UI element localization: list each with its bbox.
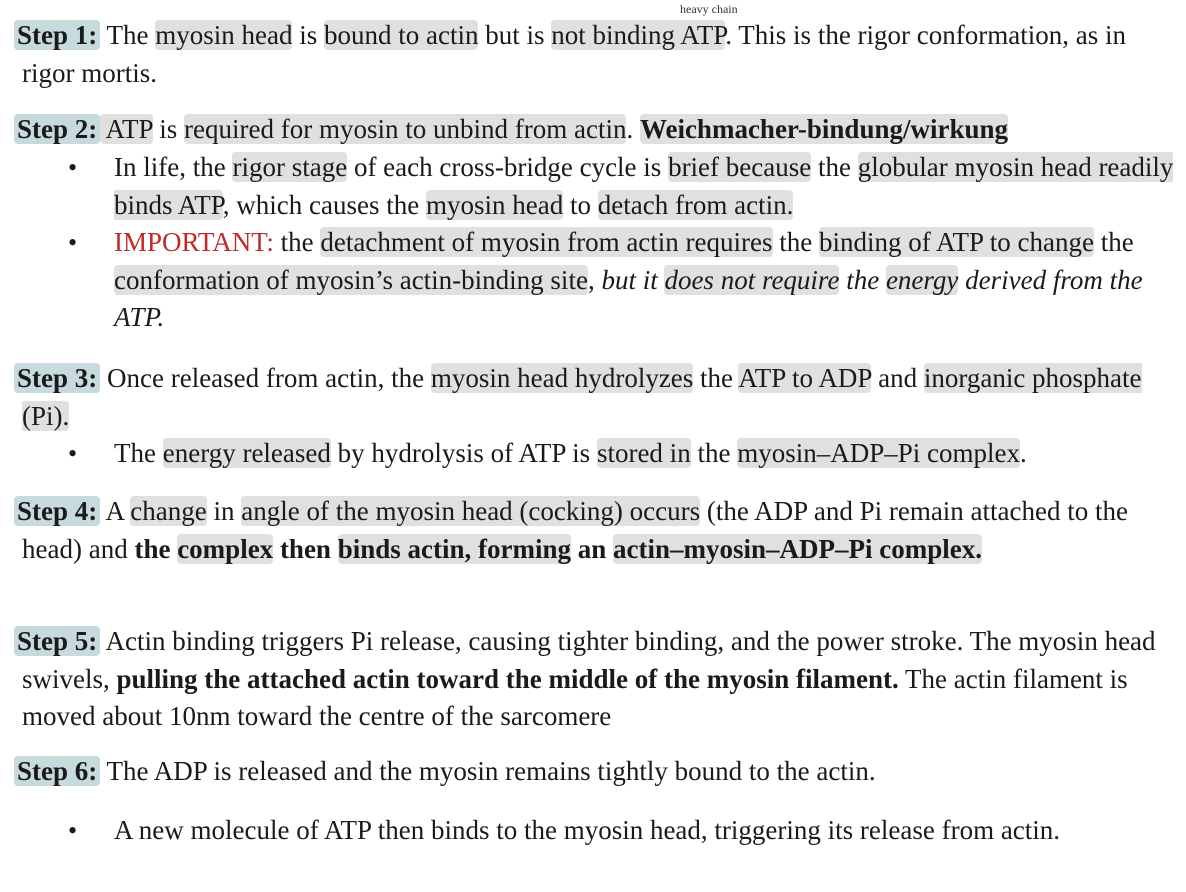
- bold-text: then: [273, 533, 338, 564]
- text: . This is the rigor conformation, as in rigor mortis.: [22, 20, 1126, 88]
- text: the: [273, 227, 321, 257]
- step-2-bullets: [22, 149, 1182, 337]
- highlight: myosin head hydrolyzes: [430, 363, 694, 393]
- text: by hydrolysis of ATP is: [330, 438, 597, 468]
- highlight: complex: [177, 533, 274, 564]
- highlight: bound to actin: [324, 20, 479, 50]
- highlight: energy released: [162, 438, 331, 468]
- text: to: [563, 189, 598, 220]
- list-item: [22, 224, 1182, 337]
- cropped-figure-label: heavy chain: [680, 2, 738, 16]
- text: and: [871, 363, 924, 393]
- text: ,: [587, 264, 602, 295]
- highlight: rigor stage: [232, 152, 348, 182]
- step-6-bullets: [22, 812, 1182, 850]
- bold-text: pulling the attached actin toward the middle of the myosin filament.: [116, 663, 899, 694]
- highlight: inorganic phosphate (Pi).: [22, 363, 1142, 431]
- highlight: myosin head: [425, 189, 564, 220]
- step-1-label: Step 1:: [14, 20, 100, 50]
- list-item: [22, 812, 1182, 850]
- text: of each cross-bridge cycle is: [347, 152, 669, 182]
- highlight: does not require: [664, 264, 840, 295]
- italic-text: but it: [601, 264, 665, 295]
- text: is: [152, 114, 185, 144]
- step-2-label: Step 2:: [14, 114, 100, 144]
- step-4-label: Step 4:: [14, 496, 100, 526]
- step-6-label: Step 6:: [14, 756, 100, 786]
- text: Once released from actin, the: [100, 363, 431, 393]
- highlight: myosin head: [155, 20, 293, 50]
- highlight: energy: [885, 264, 959, 295]
- text: In life, the: [114, 152, 233, 182]
- highlight: ATP: [100, 114, 153, 144]
- highlight: binding of ATP to change: [819, 227, 1094, 257]
- text: A: [100, 496, 131, 526]
- highlight: stored in: [596, 438, 691, 468]
- text: Actin binding triggers Pi release, causing tighter binding, and the power stroke. The myosin head swivels,: [22, 626, 1156, 694]
- step-6-paragraph: [17, 753, 1182, 791]
- text: , which causes the: [222, 189, 426, 220]
- step-4-paragraph: [17, 493, 1182, 568]
- text: (the ADP and Pi remain attached to the head) and: [22, 496, 1128, 564]
- important-label: IMPORTANT:: [114, 227, 274, 257]
- step-5-label: Step 5:: [14, 626, 100, 656]
- highlight: actin–myosin–ADP–Pi complex.: [613, 533, 983, 564]
- highlight: angle of the myosin head (cocking) occurs: [241, 496, 701, 526]
- text: the: [1093, 227, 1134, 257]
- italic-text: the: [839, 264, 886, 295]
- highlight: myosin–ADP–Pi complex: [737, 438, 1020, 468]
- text: in: [206, 496, 242, 526]
- text: the: [690, 438, 738, 468]
- highlight: not binding ATP: [551, 20, 726, 50]
- step-5-paragraph: [17, 623, 1182, 736]
- text: but is: [478, 20, 552, 50]
- text: The: [114, 438, 163, 468]
- text: The: [100, 20, 156, 50]
- text: the: [693, 363, 739, 393]
- step-3-label: Step 3:: [14, 363, 100, 393]
- bold-text: the: [134, 533, 178, 564]
- step-3-paragraph: [17, 360, 1182, 435]
- highlight: brief because: [668, 152, 812, 182]
- highlight: globular myosin head readily binds ATP: [114, 152, 1174, 220]
- list-item: [22, 149, 1182, 224]
- bold-note: Weichmacher-bindung/wirkung: [639, 114, 1009, 144]
- highlight: detach from actin.: [597, 189, 794, 220]
- highlight: detachment of myosin from actin requires: [320, 227, 773, 257]
- text: the: [811, 152, 858, 182]
- step-3-bullets: [22, 435, 1182, 473]
- text: .: [1019, 438, 1027, 468]
- italic-text: derived from the ATP.: [114, 264, 1143, 332]
- step-2-paragraph: [17, 111, 1182, 149]
- bold-text: an: [571, 533, 614, 564]
- highlight: required for myosin to unbind from actin: [184, 114, 627, 144]
- highlight: change: [130, 496, 207, 526]
- highlight: conformation of myosin’s actin-binding site: [114, 264, 588, 295]
- text: A new molecule of ATP then binds to the myosin head, triggering its release from actin.: [114, 815, 1061, 845]
- text: The actin filament is moved about 10nm toward the centre of the sarcomere: [22, 663, 1128, 731]
- highlight: ATP to ADP: [738, 363, 872, 393]
- text: the: [772, 227, 819, 257]
- text: The ADP is released and the myosin remains tightly bound to the actin.: [100, 756, 876, 786]
- highlight: binds actin, forming: [337, 533, 571, 564]
- list-item: [22, 435, 1182, 473]
- text: is: [292, 20, 324, 50]
- text: .: [626, 114, 640, 144]
- step-1-paragraph: [17, 17, 1182, 92]
